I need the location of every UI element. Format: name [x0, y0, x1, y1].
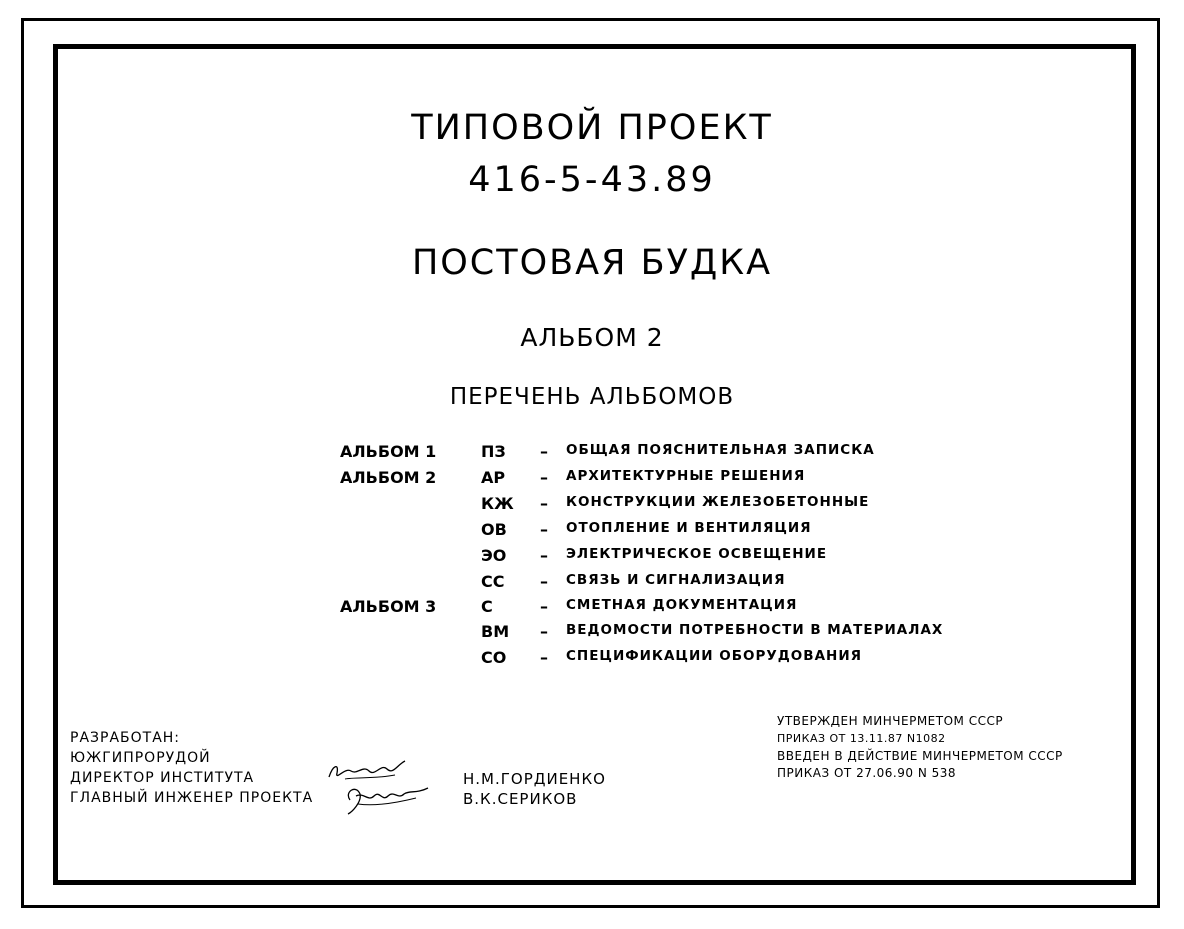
album-row [0, 494, 1184, 516]
album-code: С [481, 597, 493, 616]
album-dash: – [540, 520, 548, 539]
album-row [0, 442, 1184, 464]
chief-engineer-signature [342, 782, 432, 818]
approval-line-2: ПРИКАЗ ОТ 13.11.87 N1082 [777, 732, 946, 745]
project-number: 416-5-43.89 [468, 160, 716, 200]
album-dash: – [540, 468, 548, 487]
album-label: АЛЬБОМ 1 [340, 442, 437, 461]
album-code: КЖ [481, 494, 514, 513]
album-code: ЭО [481, 546, 507, 565]
developer-organization: ЮЖГИПРОРУДОЙ [70, 750, 211, 766]
album-row [0, 572, 1184, 594]
album-code: СС [481, 572, 505, 591]
album-list-heading: ПЕРЕЧЕНЬ АЛЬБОМОВ [449, 384, 735, 410]
director-name: Н.М.ГОРДИЕНКО [463, 770, 606, 788]
album-row [0, 546, 1184, 568]
album-dash: – [540, 572, 548, 591]
project-name: ПОСТОВАЯ БУДКА [411, 243, 773, 283]
director-role: ДИРЕКТОР ИНСТИТУТА [70, 770, 255, 786]
album-code: АР [481, 468, 506, 487]
album-description: ЭЛЕКТРИЧЕСКОЕ ОСВЕЩЕНИЕ [566, 546, 828, 562]
approval-line-4: ПРИКАЗ ОТ 27.06.90 N 538 [777, 766, 957, 780]
album-description: СМЕТНАЯ ДОКУМЕНТАЦИЯ [566, 597, 798, 613]
album-number: АЛЬБОМ 2 [520, 323, 664, 352]
album-row [0, 468, 1184, 490]
album-description: КОНСТРУКЦИИ ЖЕЛЕЗОБЕТОННЫЕ [566, 494, 870, 510]
album-label: АЛЬБОМ 3 [340, 597, 437, 616]
album-code: ПЗ [481, 442, 506, 461]
album-dash: – [540, 597, 548, 616]
album-dash: – [540, 546, 548, 565]
approval-line-1: УТВЕРЖДЕН МИНЧЕРМЕТОМ СССР [777, 714, 1004, 728]
album-label: АЛЬБОМ 2 [340, 468, 437, 487]
album-description: СВЯЗЬ И СИГНАЛИЗАЦИЯ [566, 572, 786, 588]
album-dash: – [540, 622, 548, 641]
album-description: ОТОПЛЕНИЕ И ВЕНТИЛЯЦИЯ [566, 520, 812, 536]
album-description: ВЕДОМОСТИ ПОТРЕБНОСТИ В МАТЕРИАЛАХ [566, 622, 944, 638]
album-dash: – [540, 648, 548, 667]
album-description: АРХИТЕКТУРНЫЕ РЕШЕНИЯ [566, 468, 806, 484]
doc-type-title: ТИПОВОЙ ПРОЕКТ [411, 108, 773, 148]
approval-line-3: ВВЕДЕН В ДЕЙСТВИЕ МИНЧЕРМЕТОМ СССР [777, 749, 1063, 763]
chief-engineer-role: ГЛАВНЫЙ ИНЖЕНЕР ПРОЕКТА [70, 790, 314, 806]
album-code: ОВ [481, 520, 507, 539]
album-dash: – [540, 494, 548, 513]
album-row [0, 597, 1184, 619]
album-row [0, 622, 1184, 644]
album-code: ВМ [481, 622, 510, 641]
album-code: СО [481, 648, 507, 667]
album-row [0, 520, 1184, 542]
developed-by-label: РАЗРАБОТАН: [70, 730, 181, 746]
album-row [0, 648, 1184, 670]
album-description: СПЕЦИФИКАЦИИ ОБОРУДОВАНИЯ [566, 648, 863, 664]
album-description: ОБЩАЯ ПОЯСНИТЕЛЬНАЯ ЗАПИСКА [566, 442, 875, 458]
album-dash: – [540, 442, 548, 461]
chief-engineer-name: В.К.СЕРИКОВ [463, 790, 578, 808]
